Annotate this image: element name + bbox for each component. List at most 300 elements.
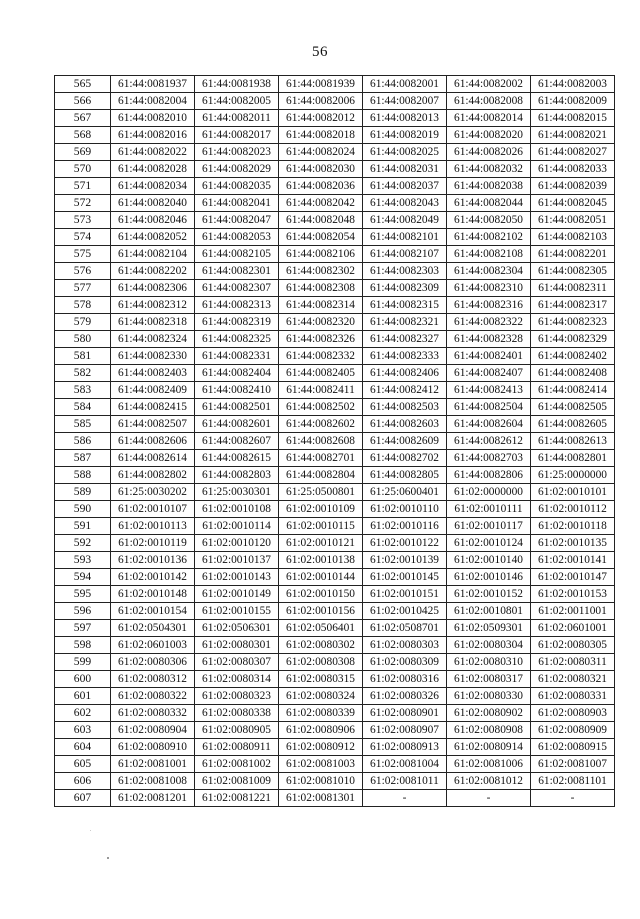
cadastral-number-cell: 61:02:0080339 bbox=[279, 705, 363, 722]
cadastral-number-cell: 61:44:0082008 bbox=[447, 93, 531, 110]
table-row bbox=[55, 705, 615, 722]
cadastral-number-cell: 61:02:0010117 bbox=[447, 518, 531, 535]
row-number-cell: 577 bbox=[55, 280, 111, 297]
cadastral-number-cell: 61:02:0081221 bbox=[195, 790, 279, 807]
cadastral-number-cell: 61:44:0082804 bbox=[279, 467, 363, 484]
cadastral-number-cell: 61:02:0080913 bbox=[363, 739, 447, 756]
cadastral-number-cell: 61:44:0082312 bbox=[111, 297, 195, 314]
cadastral-number-cell: 61:44:0082326 bbox=[279, 331, 363, 348]
cadastral-number-cell: 61:25:0500801 bbox=[279, 484, 363, 501]
cadastral-number-cell: 61:44:0082501 bbox=[195, 399, 279, 416]
cadastral-number-cell: 61:44:0082328 bbox=[447, 331, 531, 348]
row-number-cell: 598 bbox=[55, 637, 111, 654]
cadastral-number-cell: 61:44:0082106 bbox=[279, 246, 363, 263]
cadastral-number-cell: 61:44:0082406 bbox=[363, 365, 447, 382]
scan-speck bbox=[90, 830, 91, 831]
cadastral-number-cell: 61:44:0082001 bbox=[363, 76, 447, 93]
cadastral-number-cell: 61:44:0082321 bbox=[363, 314, 447, 331]
cadastral-number-cell: 61:44:0082414 bbox=[531, 382, 615, 399]
cadastral-number-cell: 61:02:0080322 bbox=[111, 688, 195, 705]
cadastral-number-cell: 61:44:0082703 bbox=[447, 450, 531, 467]
row-number-cell: 580 bbox=[55, 331, 111, 348]
table-row bbox=[55, 484, 615, 501]
cadastral-number-cell: 61:44:0082319 bbox=[195, 314, 279, 331]
cadastral-number-cell: 61:02:0081011 bbox=[363, 773, 447, 790]
cadastral-number-cell: 61:02:0010101 bbox=[531, 484, 615, 501]
row-number-cell: 578 bbox=[55, 297, 111, 314]
cadastral-number-cell: 61:44:0082317 bbox=[531, 297, 615, 314]
cadastral-number-cell: 61:44:0082049 bbox=[363, 212, 447, 229]
cadastral-number-cell: 61:02:0010107 bbox=[111, 501, 195, 518]
row-number-cell: 604 bbox=[55, 739, 111, 756]
cadastral-number-cell: - bbox=[531, 790, 615, 807]
table-row bbox=[55, 552, 615, 569]
cadastral-number-cell: 61:02:0081003 bbox=[279, 756, 363, 773]
cadastral-number-cell: 61:02:0010156 bbox=[279, 603, 363, 620]
cadastral-number-cell: 61:02:0080304 bbox=[447, 637, 531, 654]
cadastral-number-cell: 61:44:0082507 bbox=[111, 416, 195, 433]
cadastral-number-cell: 61:44:0082415 bbox=[111, 399, 195, 416]
cadastral-number-cell: 61:02:0601001 bbox=[531, 620, 615, 637]
cadastral-number-cell: 61:25:0600401 bbox=[363, 484, 447, 501]
cadastral-number-cell: 61:44:0082505 bbox=[531, 399, 615, 416]
cadastral-number-cell: 61:02:0010108 bbox=[195, 501, 279, 518]
table-row bbox=[55, 263, 615, 280]
cadastral-number-cell: 61:02:0011001 bbox=[531, 603, 615, 620]
cadastral-number-cell: 61:44:0082612 bbox=[447, 433, 531, 450]
cadastral-number-cell: 61:44:0082034 bbox=[111, 178, 195, 195]
cadastral-number-cell: 61:44:0082052 bbox=[111, 229, 195, 246]
cadastral-number-cell: 61:44:0082029 bbox=[195, 161, 279, 178]
row-number-cell: 579 bbox=[55, 314, 111, 331]
cadastral-number-cell: 61:44:0082702 bbox=[363, 450, 447, 467]
row-number-cell: 569 bbox=[55, 144, 111, 161]
row-number-cell: 566 bbox=[55, 93, 111, 110]
cadastral-number-cell: 61:44:0082408 bbox=[531, 365, 615, 382]
cadastral-number-cell: 61:02:0080302 bbox=[279, 637, 363, 654]
table-row bbox=[55, 399, 615, 416]
row-number-cell: 590 bbox=[55, 501, 111, 518]
cadastral-number-cell: 61:02:0010116 bbox=[363, 518, 447, 535]
cadastral-number-cell: 61:44:0082413 bbox=[447, 382, 531, 399]
cadastral-number-cell: 61:02:0081201 bbox=[111, 790, 195, 807]
cadastral-number-cell: 61:02:0080308 bbox=[279, 654, 363, 671]
cadastral-number-cell: 61:44:0082333 bbox=[363, 348, 447, 365]
table-row bbox=[55, 297, 615, 314]
cadastral-number-cell: 61:44:0082324 bbox=[111, 331, 195, 348]
cadastral-number-cell: 61:44:0082309 bbox=[363, 280, 447, 297]
table-row bbox=[55, 739, 615, 756]
cadastral-number-cell: 61:02:0080311 bbox=[531, 654, 615, 671]
row-number-cell: 581 bbox=[55, 348, 111, 365]
cadastral-number-cell: 61:02:0010425 bbox=[363, 603, 447, 620]
cadastral-number-cell: 61:02:0010147 bbox=[531, 569, 615, 586]
cadastral-number-cell: 61:02:0080306 bbox=[111, 654, 195, 671]
cadastral-number-cell: 61:44:0082042 bbox=[279, 195, 363, 212]
cadastral-number-cell: 61:02:0010120 bbox=[195, 535, 279, 552]
cadastral-number-cell: 61:02:0506401 bbox=[279, 620, 363, 637]
table-row bbox=[55, 450, 615, 467]
cadastral-number-cell: 61:44:0082314 bbox=[279, 297, 363, 314]
table-row bbox=[55, 467, 615, 484]
table-row bbox=[55, 433, 615, 450]
cadastral-number-cell: 61:44:0082331 bbox=[195, 348, 279, 365]
cadastral-number-cell: 61:44:0082005 bbox=[195, 93, 279, 110]
cadastral-number-cell: 61:44:0082036 bbox=[279, 178, 363, 195]
row-number-cell: 574 bbox=[55, 229, 111, 246]
cadastral-number-cell: 61:44:0082409 bbox=[111, 382, 195, 399]
cadastral-number-cell: 61:44:0082053 bbox=[195, 229, 279, 246]
cadastral-number-cell: 61:02:0509301 bbox=[447, 620, 531, 637]
table-row bbox=[55, 773, 615, 790]
cadastral-number-cell: 61:02:0010155 bbox=[195, 603, 279, 620]
cadastral-number-cell: 61:02:0000000 bbox=[447, 484, 531, 501]
cadastral-number-cell: 61:44:0082006 bbox=[279, 93, 363, 110]
table-row bbox=[55, 161, 615, 178]
row-number-cell: 592 bbox=[55, 535, 111, 552]
cadastral-number-cell: 61:02:0080310 bbox=[447, 654, 531, 671]
cadastral-number-cell: 61:02:0080906 bbox=[279, 722, 363, 739]
table-row bbox=[55, 518, 615, 535]
cadastral-number-cell: 61:02:0080323 bbox=[195, 688, 279, 705]
cadastral-number-cell: 61:44:0082608 bbox=[279, 433, 363, 450]
cadastral-number-cell: 61:44:0082604 bbox=[447, 416, 531, 433]
cadastral-number-cell: 61:02:0080326 bbox=[363, 688, 447, 705]
cadastral-number-cell: 61:44:0082601 bbox=[195, 416, 279, 433]
cadastral-number-cell: 61:02:0080330 bbox=[447, 688, 531, 705]
table-row bbox=[55, 212, 615, 229]
row-number-cell: 601 bbox=[55, 688, 111, 705]
cadastral-number-cell: 61:44:0082020 bbox=[447, 127, 531, 144]
cadastral-number-cell: 61:44:0082025 bbox=[363, 144, 447, 161]
cadastral-number-cell: 61:02:0080903 bbox=[531, 705, 615, 722]
table-row bbox=[55, 569, 615, 586]
table-row bbox=[55, 365, 615, 382]
cadastral-number-cell: 61:44:0082051 bbox=[531, 212, 615, 229]
cadastral-number-cell: 61:02:0010111 bbox=[447, 501, 531, 518]
cadastral-number-cell: 61:02:0010145 bbox=[363, 569, 447, 586]
cadastral-number-cell: 61:44:0082033 bbox=[531, 161, 615, 178]
cadastral-number-cell: 61:44:0082030 bbox=[279, 161, 363, 178]
table-row bbox=[55, 229, 615, 246]
cadastral-number-cell: 61:44:0082801 bbox=[531, 450, 615, 467]
row-number-cell: 589 bbox=[55, 484, 111, 501]
table-row bbox=[55, 637, 615, 654]
cadastral-number-cell: 61:44:0082606 bbox=[111, 433, 195, 450]
table-row bbox=[55, 246, 615, 263]
table-row bbox=[55, 416, 615, 433]
cadastral-number-cell: 61:44:0082003 bbox=[531, 76, 615, 93]
cadastral-number-cell: 61:44:0082015 bbox=[531, 110, 615, 127]
cadastral-number-cell: 61:44:0082038 bbox=[447, 178, 531, 195]
table-row bbox=[55, 603, 615, 620]
cadastral-number-cell: 61:44:0082613 bbox=[531, 433, 615, 450]
row-number-cell: 572 bbox=[55, 195, 111, 212]
cadastral-number-cell: 61:02:0080301 bbox=[195, 637, 279, 654]
cadastral-number-cell: 61:02:0010121 bbox=[279, 535, 363, 552]
cadastral-number-cell: 61:02:0010154 bbox=[111, 603, 195, 620]
cadastral-number-cell: 61:02:0010122 bbox=[363, 535, 447, 552]
cadastral-number-cell: 61:44:0082615 bbox=[195, 450, 279, 467]
table-row bbox=[55, 348, 615, 365]
cadastral-number-cell: 61:02:0080321 bbox=[531, 671, 615, 688]
cadastral-number-cell: 61:44:0082011 bbox=[195, 110, 279, 127]
row-number-cell: 599 bbox=[55, 654, 111, 671]
table-row bbox=[55, 93, 615, 110]
table-row bbox=[55, 331, 615, 348]
cadastral-number-cell: 61:44:0082024 bbox=[279, 144, 363, 161]
cadastral-number-cell: 61:44:0082027 bbox=[531, 144, 615, 161]
cadastral-number-cell: 61:44:0082308 bbox=[279, 280, 363, 297]
table-row bbox=[55, 756, 615, 773]
row-number-cell: 597 bbox=[55, 620, 111, 637]
cadastral-number-cell: 61:44:0082202 bbox=[111, 263, 195, 280]
cadastral-number-cell: 61:44:0082035 bbox=[195, 178, 279, 195]
row-number-cell: 571 bbox=[55, 178, 111, 195]
cadastral-number-cell: 61:44:0082002 bbox=[447, 76, 531, 93]
cadastral-number-cell: 61:44:0082022 bbox=[111, 144, 195, 161]
cadastral-number-cell: 61:02:0080315 bbox=[279, 671, 363, 688]
cadastral-number-cell: 61:44:0082107 bbox=[363, 246, 447, 263]
cadastral-number-cell: 61:02:0081101 bbox=[531, 773, 615, 790]
cadastral-number-cell: 61:44:0082405 bbox=[279, 365, 363, 382]
cadastral-number-cell: 61:02:0010141 bbox=[531, 552, 615, 569]
cadastral-number-cell: 61:02:0081007 bbox=[531, 756, 615, 773]
cadastral-number-cell: 61:44:0082016 bbox=[111, 127, 195, 144]
table-row bbox=[55, 280, 615, 297]
row-number-cell: 606 bbox=[55, 773, 111, 790]
document-table-wrapper bbox=[54, 75, 615, 807]
cadastral-number-cell: 61:44:0082401 bbox=[447, 348, 531, 365]
cadastral-number-cell: 61:44:0082017 bbox=[195, 127, 279, 144]
row-number-cell: 584 bbox=[55, 399, 111, 416]
cadastral-number-cell: 61:44:0082007 bbox=[363, 93, 447, 110]
cadastral-number-cell: 61:02:0081006 bbox=[447, 756, 531, 773]
cadastral-number-cell: 61:44:0082012 bbox=[279, 110, 363, 127]
row-number-cell: 565 bbox=[55, 76, 111, 93]
row-number-cell: 588 bbox=[55, 467, 111, 484]
cadastral-number-cell: 61:02:0080303 bbox=[363, 637, 447, 654]
cadastral-number-cell: 61:02:0081012 bbox=[447, 773, 531, 790]
cadastral-number-cell: 61:44:0082028 bbox=[111, 161, 195, 178]
cadastral-number-cell: 61:02:0080314 bbox=[195, 671, 279, 688]
cadastral-number-cell: 61:02:0080332 bbox=[111, 705, 195, 722]
cadastral-number-cell: 61:44:0082303 bbox=[363, 263, 447, 280]
table-row bbox=[55, 314, 615, 331]
table-row bbox=[55, 688, 615, 705]
cadastral-number-cell: 61:02:0506301 bbox=[195, 620, 279, 637]
cadastral-number-cell: 61:44:0082039 bbox=[531, 178, 615, 195]
row-number-cell: 593 bbox=[55, 552, 111, 569]
cadastral-number-cell: 61:44:0082031 bbox=[363, 161, 447, 178]
row-number-cell: 568 bbox=[55, 127, 111, 144]
cadastral-number-cell: 61:02:0080317 bbox=[447, 671, 531, 688]
cadastral-number-cell: 61:02:0010148 bbox=[111, 586, 195, 603]
cadastral-number-cell: 61:44:0082040 bbox=[111, 195, 195, 212]
cadastral-number-cell: 61:02:0080309 bbox=[363, 654, 447, 671]
cadastral-number-cell: 61:02:0080901 bbox=[363, 705, 447, 722]
cadastral-number-cell: 61:02:0081301 bbox=[279, 790, 363, 807]
cadastral-number-cell: 61:44:0082301 bbox=[195, 263, 279, 280]
cadastral-number-cell: 61:02:0010152 bbox=[447, 586, 531, 603]
table-row bbox=[55, 178, 615, 195]
cadastral-number-cell: 61:02:0010110 bbox=[363, 501, 447, 518]
cadastral-number-cell: 61:02:0010143 bbox=[195, 569, 279, 586]
cadastral-number-cell: 61:44:0082009 bbox=[531, 93, 615, 110]
cadastral-number-cell: 61:02:0508701 bbox=[363, 620, 447, 637]
cadastral-number-cell: 61:44:0082614 bbox=[111, 450, 195, 467]
cadastral-number-cell: 61:02:0010151 bbox=[363, 586, 447, 603]
cadastral-number-cell: 61:44:0082019 bbox=[363, 127, 447, 144]
cadastral-number-cell: 61:02:0010150 bbox=[279, 586, 363, 603]
cadastral-number-cell: 61:44:0082018 bbox=[279, 127, 363, 144]
cadastral-number-cell: 61:02:0010114 bbox=[195, 518, 279, 535]
table-row bbox=[55, 620, 615, 637]
cadastral-number-cell: 61:02:0080905 bbox=[195, 722, 279, 739]
cadastral-number-cell: 61:02:0010137 bbox=[195, 552, 279, 569]
cadastral-number-cell: 61:44:0082609 bbox=[363, 433, 447, 450]
cadastral-number-cell: 61:44:0082325 bbox=[195, 331, 279, 348]
page-number: 56 bbox=[312, 44, 328, 60]
cadastral-number-cell: 61:44:0082043 bbox=[363, 195, 447, 212]
cadastral-number-cell: 61:02:0010149 bbox=[195, 586, 279, 603]
cadastral-number-cell: 61:44:0082310 bbox=[447, 280, 531, 297]
cadastral-number-cell: 61:44:0082032 bbox=[447, 161, 531, 178]
cadastral-number-cell: 61:44:0082050 bbox=[447, 212, 531, 229]
cadastral-number-cell: 61:02:0080307 bbox=[195, 654, 279, 671]
cadastral-number-cell: 61:44:0082307 bbox=[195, 280, 279, 297]
cadastral-number-cell: 61:44:0082102 bbox=[447, 229, 531, 246]
cadastral-number-cell: 61:44:0082803 bbox=[195, 467, 279, 484]
cadastral-number-cell: 61:02:0010140 bbox=[447, 552, 531, 569]
cadastral-number-cell: 61:02:0010801 bbox=[447, 603, 531, 620]
row-number-cell: 595 bbox=[55, 586, 111, 603]
table-row bbox=[55, 127, 615, 144]
row-number-cell: 567 bbox=[55, 110, 111, 127]
cadastral-number-cell: 61:02:0081009 bbox=[195, 773, 279, 790]
cadastral-number-cell: 61:44:0082026 bbox=[447, 144, 531, 161]
cadastral-number-cell: 61:02:0080312 bbox=[111, 671, 195, 688]
cadastral-number-cell: 61:02:0080914 bbox=[447, 739, 531, 756]
cadastral-number-cell: 61:44:0082041 bbox=[195, 195, 279, 212]
cadastral-number-cell: 61:44:0082316 bbox=[447, 297, 531, 314]
cadastral-number-cell: 61:44:0082329 bbox=[531, 331, 615, 348]
cadastral-number-cell: 61:02:0080910 bbox=[111, 739, 195, 756]
table-row bbox=[55, 671, 615, 688]
cadastral-number-cell: 61:44:0082311 bbox=[531, 280, 615, 297]
cadastral-number-cell: 61:02:0080904 bbox=[111, 722, 195, 739]
cadastral-number-cell: 61:44:0082013 bbox=[363, 110, 447, 127]
cadastral-number-cell: 61:44:0082010 bbox=[111, 110, 195, 127]
cadastral-number-cell: 61:02:0080331 bbox=[531, 688, 615, 705]
cadastral-number-cell: 61:02:0080316 bbox=[363, 671, 447, 688]
cadastral-number-cell: 61:02:0080324 bbox=[279, 688, 363, 705]
row-number-cell: 573 bbox=[55, 212, 111, 229]
cadastral-number-cell: 61:44:0082412 bbox=[363, 382, 447, 399]
cadastral-number-cell: 61:44:0082048 bbox=[279, 212, 363, 229]
scan-speck bbox=[107, 857, 109, 859]
cadastral-number-cell: 61:44:0082014 bbox=[447, 110, 531, 127]
table-row bbox=[55, 195, 615, 212]
table-row bbox=[55, 722, 615, 739]
row-number-cell: 575 bbox=[55, 246, 111, 263]
cadastral-number-cell: 61:44:0082044 bbox=[447, 195, 531, 212]
cadastral-number-cell: 61:44:0082305 bbox=[531, 263, 615, 280]
cadastral-number-cell: 61:02:0081002 bbox=[195, 756, 279, 773]
cadastral-number-cell: 61:44:0082602 bbox=[279, 416, 363, 433]
cadastral-number-cell: 61:44:0082411 bbox=[279, 382, 363, 399]
cadastral-number-cell: 61:02:0081004 bbox=[363, 756, 447, 773]
cadastral-number-cell: 61:02:0010139 bbox=[363, 552, 447, 569]
cadastral-number-cell: 61:44:0082318 bbox=[111, 314, 195, 331]
cadastral-number-cell: 61:02:0081008 bbox=[111, 773, 195, 790]
cadastral-number-cell: 61:02:0080911 bbox=[195, 739, 279, 756]
cadastral-number-cell: 61:44:0082021 bbox=[531, 127, 615, 144]
row-number-cell: 586 bbox=[55, 433, 111, 450]
cadastral-number-cell: 61:44:0082806 bbox=[447, 467, 531, 484]
row-number-cell: 605 bbox=[55, 756, 111, 773]
row-number-cell: 576 bbox=[55, 263, 111, 280]
row-number-cell: 602 bbox=[55, 705, 111, 722]
cadastral-number-cell: 61:02:0081001 bbox=[111, 756, 195, 773]
cadastral-number-cell: 61:44:0082402 bbox=[531, 348, 615, 365]
row-number-cell: 583 bbox=[55, 382, 111, 399]
row-number-cell: 570 bbox=[55, 161, 111, 178]
cadastral-number-cell: 61:44:0082332 bbox=[279, 348, 363, 365]
cadastral-number-cell: 61:02:0080909 bbox=[531, 722, 615, 739]
cadastral-number-cell: 61:44:0082607 bbox=[195, 433, 279, 450]
cadastral-number-cell: 61:44:0081937 bbox=[111, 76, 195, 93]
cadastral-number-cell: 61:02:0010153 bbox=[531, 586, 615, 603]
cadastral-number-cell: 61:02:0010136 bbox=[111, 552, 195, 569]
cadastral-number-cell: 61:44:0082701 bbox=[279, 450, 363, 467]
table-row bbox=[55, 144, 615, 161]
cadastral-number-cell: 61:25:0000000 bbox=[531, 467, 615, 484]
cadastral-number-cell: 61:02:0010142 bbox=[111, 569, 195, 586]
cadastral-number-cell: 61:44:0082105 bbox=[195, 246, 279, 263]
cadastral-number-cell: 61:25:0030301 bbox=[195, 484, 279, 501]
cadastral-number-cell: 61:02:0010146 bbox=[447, 569, 531, 586]
cadastral-number-cell: 61:02:0080902 bbox=[447, 705, 531, 722]
cadastral-number-cell: 61:02:0010119 bbox=[111, 535, 195, 552]
cadastral-number-cell: 61:44:0082054 bbox=[279, 229, 363, 246]
cadastral-number-cell: 61:44:0082404 bbox=[195, 365, 279, 382]
cadastral-number-cell: 61:02:0601003 bbox=[111, 637, 195, 654]
cadastral-number-cell: 61:44:0082103 bbox=[531, 229, 615, 246]
cadastral-number-cell: 61:44:0082101 bbox=[363, 229, 447, 246]
cadastral-number-cell: 61:44:0082201 bbox=[531, 246, 615, 263]
cadastral-number-cell: 61:02:0010109 bbox=[279, 501, 363, 518]
cadastral-number-cell: 61:02:0010144 bbox=[279, 569, 363, 586]
cadastral-number-cell: 61:44:0081938 bbox=[195, 76, 279, 93]
row-number-cell: 585 bbox=[55, 416, 111, 433]
cadastral-number-cell: 61:02:0010124 bbox=[447, 535, 531, 552]
table-row bbox=[55, 110, 615, 127]
row-number-cell: 587 bbox=[55, 450, 111, 467]
cadastral-number-cell: 61:44:0082403 bbox=[111, 365, 195, 382]
table-row bbox=[55, 790, 615, 807]
cadastral-number-cell: 61:44:0082410 bbox=[195, 382, 279, 399]
cadastral-number-cell: 61:44:0082302 bbox=[279, 263, 363, 280]
cadastral-number-cell: 61:02:0010115 bbox=[279, 518, 363, 535]
cadastral-number-cell: 61:44:0082605 bbox=[531, 416, 615, 433]
cadastral-number-cell: 61:44:0082037 bbox=[363, 178, 447, 195]
cadastral-number-cell: - bbox=[447, 790, 531, 807]
cadastral-number-cell: 61:44:0082004 bbox=[111, 93, 195, 110]
cadastral-number-cell: 61:44:0082322 bbox=[447, 314, 531, 331]
table-body bbox=[55, 76, 615, 807]
cadastral-number-cell: 61:44:0082323 bbox=[531, 314, 615, 331]
